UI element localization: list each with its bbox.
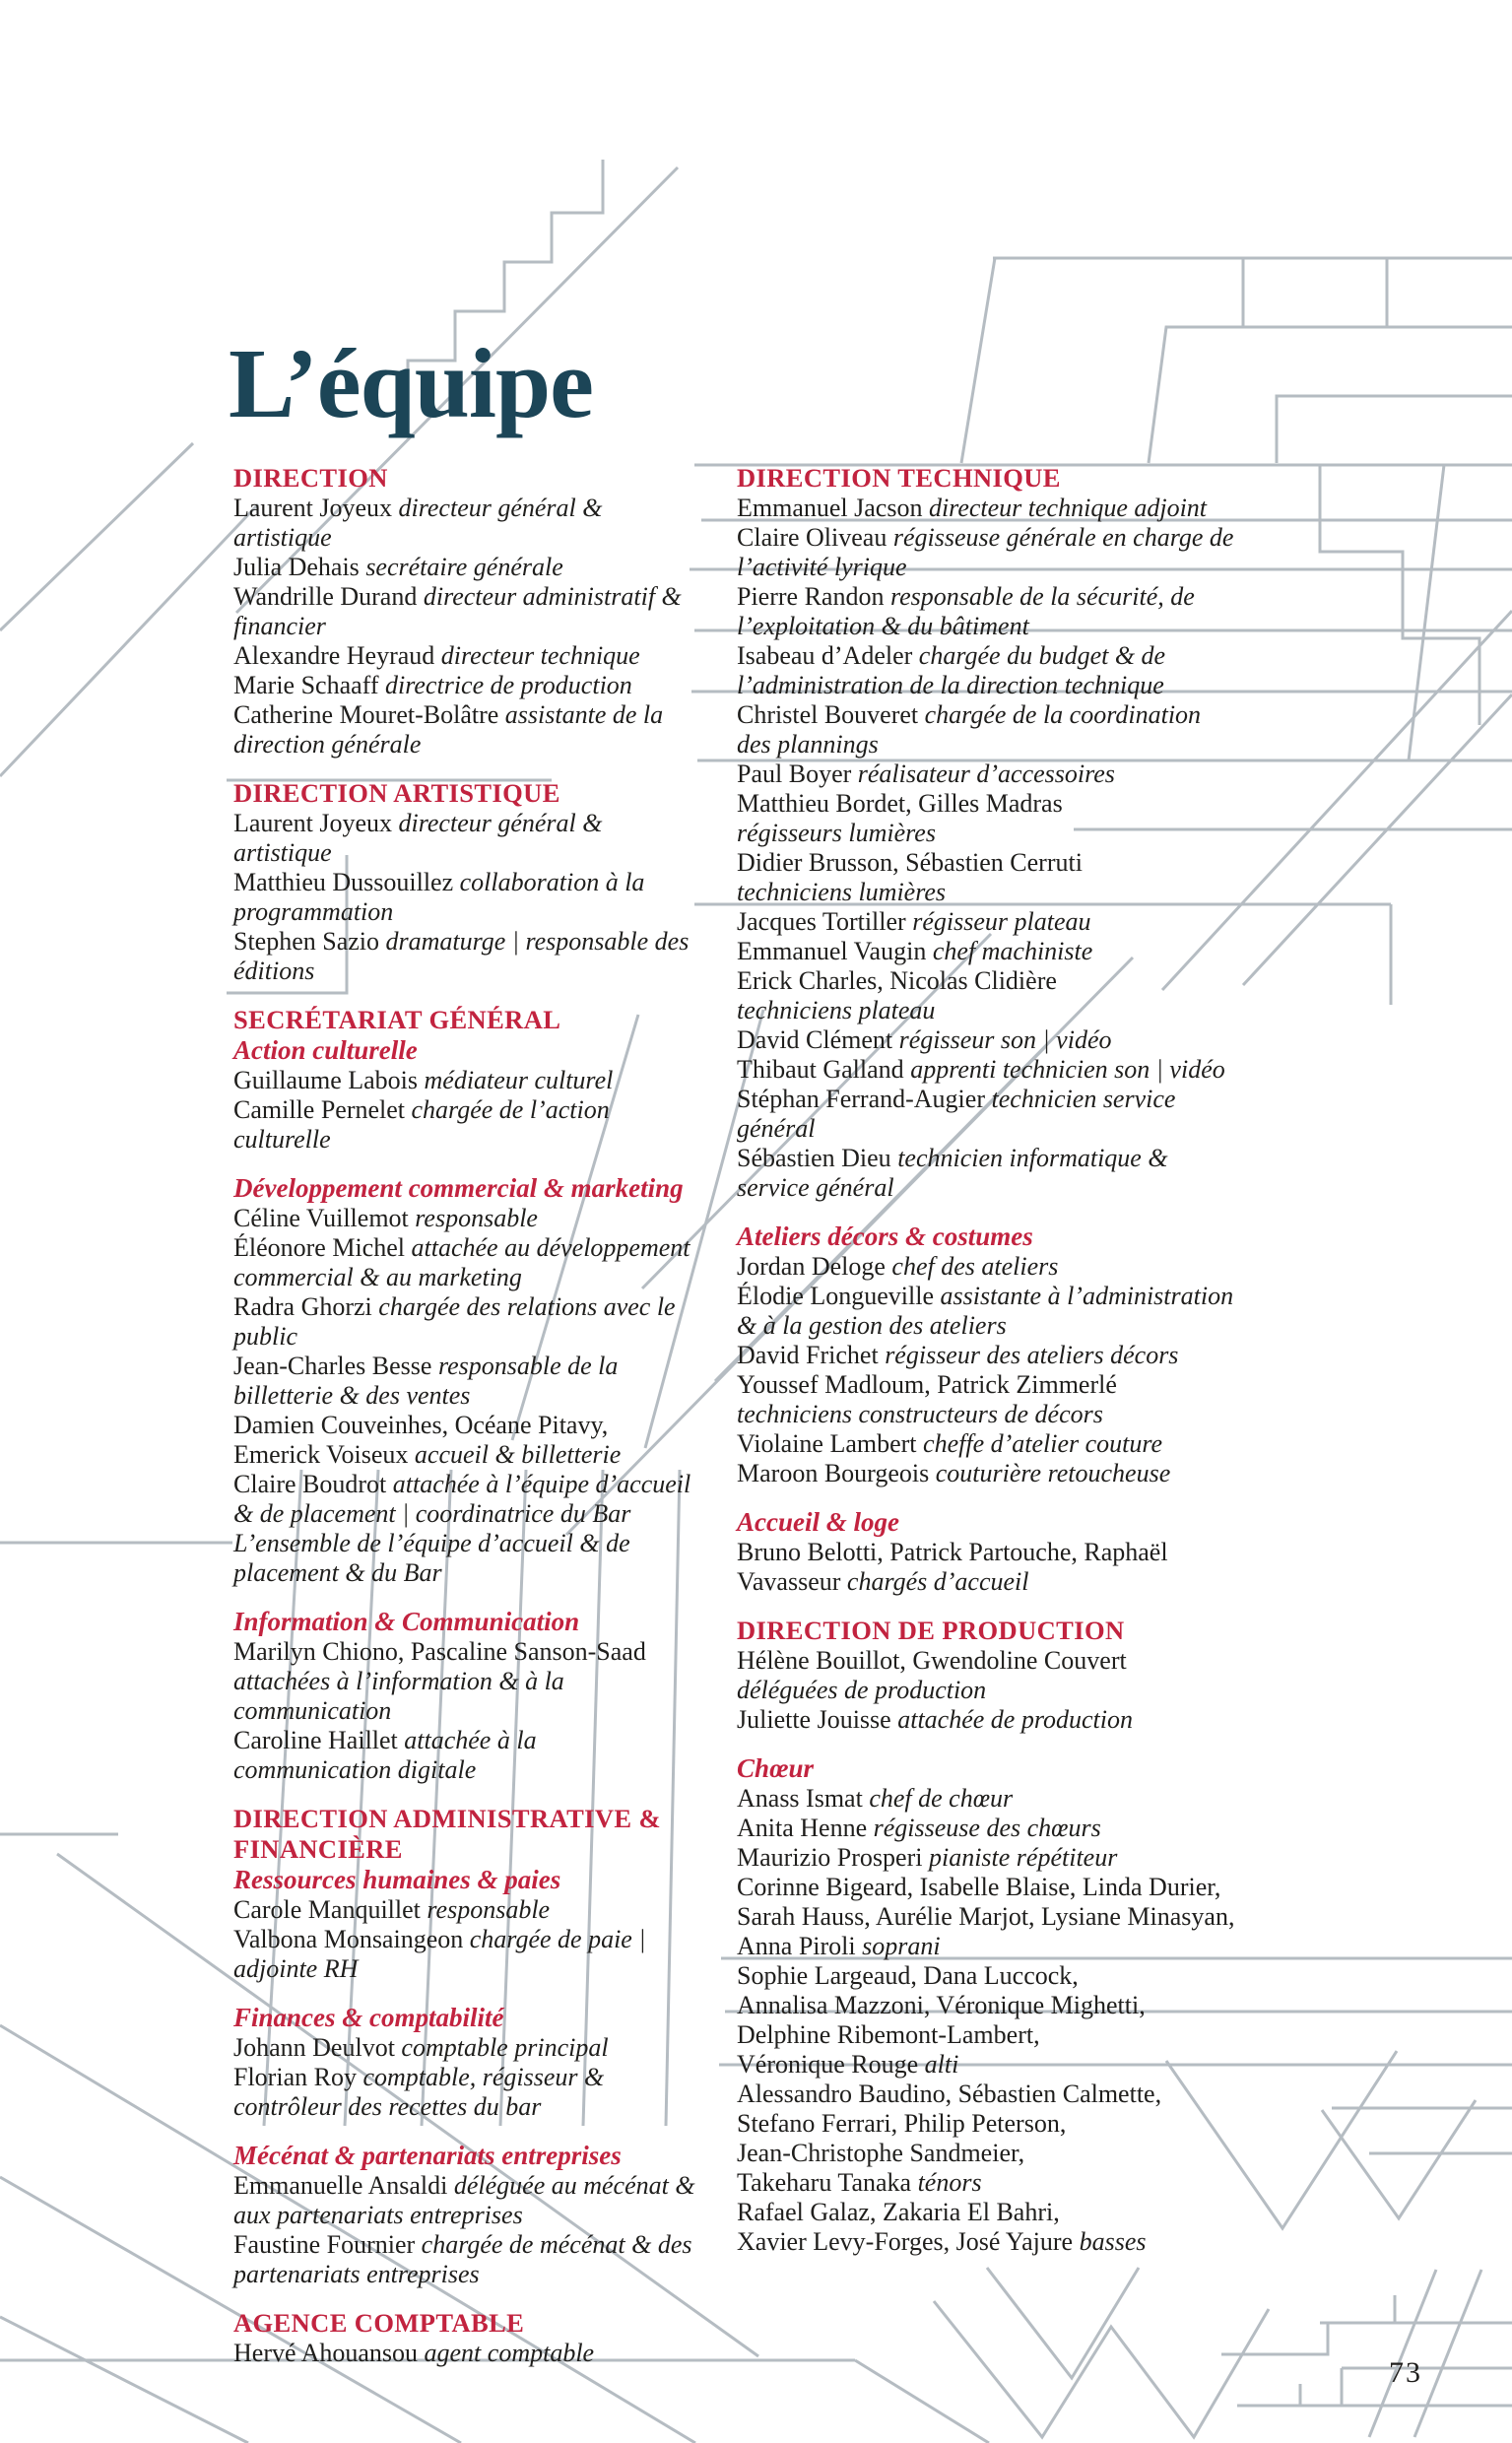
- role-text: chargée de paie | adjointe RH: [233, 1925, 646, 1983]
- person-name: Jordan Deloge: [737, 1252, 892, 1281]
- person-name: Laurent Joyeux: [233, 494, 399, 522]
- person-name: Matthieu Dussouillez: [233, 868, 460, 896]
- person-name: Takeharu Tanaka: [737, 2168, 918, 2197]
- team-entry: [233, 641, 700, 671]
- team-entry: [233, 1233, 700, 1292]
- team-entry: [737, 1252, 1237, 1282]
- role-text: ténors: [917, 2168, 982, 2197]
- person-name: Guillaume Labois: [233, 1066, 425, 1094]
- person-name: Valbona Monsaingeon: [233, 1925, 470, 1953]
- team-entry: [233, 2171, 700, 2230]
- team-entry: [737, 523, 1237, 582]
- role-text: déléguées de production: [737, 1676, 987, 1704]
- section-heading: DIRECTION: [233, 463, 388, 493]
- person-name: Delphine Ribemont-Lambert,: [737, 2020, 1040, 2049]
- person-name: Claire Oliveau: [737, 523, 893, 552]
- team-entry: [233, 700, 700, 759]
- team-entry: [233, 1726, 700, 1785]
- role-text: comptable principal: [401, 2033, 609, 2062]
- person-name: Juliette Jouisse: [737, 1705, 898, 1734]
- team-entry: [233, 494, 700, 553]
- person-name: Élodie Longueville: [737, 1282, 941, 1310]
- team-entry: [233, 2063, 700, 2122]
- person-name: Xavier Levy-Forges, José Yajure: [737, 2227, 1080, 2256]
- role-text: directeur technique adjoint: [928, 494, 1208, 522]
- role-text: soprani: [862, 1932, 941, 1960]
- team-entry: [737, 1784, 1237, 1814]
- team-entry: [737, 1025, 1237, 1055]
- person-name: Christel Bouveret: [737, 700, 925, 729]
- role-text: directeur administratif & financier: [233, 582, 682, 640]
- person-name: Faustine Fournier: [233, 2230, 422, 2259]
- person-name: Laurent Joyeux: [233, 809, 399, 837]
- role-text: couturière retoucheuse: [935, 1459, 1171, 1487]
- person-name: Didier Brusson, Sébastien Cerruti: [737, 848, 1083, 877]
- person-name: Éléonore Michel: [233, 1233, 412, 1262]
- role-text: assistante de la direction générale: [233, 700, 664, 759]
- section-heading: DIRECTION TECHNIQUE: [737, 463, 1061, 493]
- person-name: Alessandro Baudino, Sébastien Calmette,: [737, 2080, 1162, 2108]
- role-text: attachée au développement commercial & au marketing: [233, 1233, 690, 1291]
- role-text: chargée de mécénat & des partenariats entreprises: [233, 2230, 692, 2288]
- person-name: Sébastien Dieu: [737, 1144, 898, 1172]
- role-text: assistante à l’administration & à la gestion des ateliers: [737, 1282, 1234, 1340]
- role-text: chargée du budget & de l’administration de la direction technique: [737, 641, 1166, 699]
- person-name: Rafael Galaz, Zakaria El Bahri,: [737, 2198, 1060, 2226]
- team-entry: [233, 2230, 700, 2289]
- person-name: Wandrille Durand: [233, 582, 424, 611]
- person-name: Johann Deulvot: [233, 2033, 402, 2062]
- person-name: Annalisa Mazzoni, Véronique Mighetti,: [737, 1991, 1146, 2019]
- subsection-heading: Information & Communication: [233, 1607, 580, 1636]
- team-entry: [737, 1705, 1237, 1735]
- person-name: Julia Dehais: [233, 553, 366, 581]
- subsection-heading: Accueil & loge: [737, 1507, 899, 1537]
- team-entry: [233, 1066, 700, 1095]
- person-name: Emmanuel Jacson: [737, 494, 929, 522]
- team-entry: [737, 1814, 1237, 1843]
- role-text: chargée des relations avec le public: [233, 1292, 676, 1351]
- person-name: Céline Vuillemot: [233, 1204, 416, 1232]
- role-text: agent comptable: [424, 2339, 595, 2367]
- person-name: Corinne Bigeard, Isabelle Blaise, Linda Durier,: [737, 1873, 1221, 1901]
- person-name: Véronique Rouge: [737, 2050, 925, 2079]
- role-text: accueil & billetterie: [414, 1440, 622, 1469]
- person-name: Catherine Mouret-Bolâtre: [233, 700, 505, 729]
- team-entry: [737, 1873, 1237, 1961]
- role-text: technicien service général: [737, 1085, 1176, 1143]
- team-entry: [737, 759, 1237, 789]
- person-name: Emerick Voiseux: [233, 1440, 415, 1469]
- subsection-heading: Développement commercial & marketing: [233, 1173, 684, 1203]
- team-entry: [737, 2198, 1237, 2257]
- section-heading: SECRÉTARIAT GÉNÉRAL: [233, 1005, 561, 1034]
- section-heading: DIRECTION DE PRODUCTION: [737, 1616, 1125, 1645]
- team-entry: [233, 582, 700, 641]
- role-text: responsable de la billetterie & des ventes: [233, 1352, 619, 1410]
- subsection-heading: Action culturelle: [233, 1035, 418, 1065]
- role-text: attachée de production: [897, 1705, 1133, 1734]
- team-entry: [737, 1459, 1237, 1488]
- team-column-right: [737, 463, 1237, 2257]
- role-text: techniciens plateau: [737, 996, 936, 1024]
- person-name: Hervé Ahouansou: [233, 2339, 425, 2367]
- person-name: Thibaut Galland: [737, 1055, 911, 1084]
- role-text: chef des ateliers: [891, 1252, 1059, 1281]
- role-text: chargés d’accueil: [846, 1567, 1029, 1596]
- team-entry: [737, 1055, 1237, 1085]
- role-text: régisseurs lumières: [737, 819, 936, 847]
- team-entry: [233, 2339, 700, 2368]
- subsection-heading: Finances & comptabilité: [233, 2003, 504, 2032]
- role-text: régisseur des ateliers décors: [885, 1341, 1179, 1369]
- person-name: Maurizio Prosperi: [737, 1843, 929, 1872]
- team-entry: [737, 1144, 1237, 1203]
- role-text: comptable, régisseur & contrôleur des recettes du bar: [233, 2063, 605, 2121]
- team-entry: [233, 809, 700, 868]
- role-text: techniciens lumières: [737, 878, 947, 906]
- role-text: techniciens constructeurs de décors: [737, 1400, 1103, 1428]
- role-text: L’ensemble de l’équipe d’accueil & de placement & du Bar: [233, 1529, 630, 1587]
- subsection-heading: Ressources humaines & paies: [233, 1865, 561, 1894]
- team-entry: [737, 494, 1237, 523]
- person-name: Emmanuelle Ansaldi: [233, 2171, 454, 2200]
- team-entry: [233, 671, 700, 700]
- subsection-heading: Ateliers décors & costumes: [737, 1222, 1033, 1251]
- team-entry: [737, 1282, 1237, 1341]
- team-entry: [233, 2033, 700, 2063]
- team-entry: [737, 582, 1237, 641]
- role-text: responsable de la sécurité, de l’exploitation & du bâtiment: [737, 582, 1195, 640]
- team-entry: [737, 1646, 1237, 1705]
- role-text: cheffe d’atelier couture: [923, 1429, 1163, 1458]
- person-name: Sarah Hauss, Aurélie Marjot, Lysiane Minasyan,: [737, 1902, 1235, 1931]
- person-name: Camille Pernelet: [233, 1095, 412, 1124]
- role-text: alti: [924, 2050, 959, 2079]
- team-entry: [233, 1095, 700, 1155]
- team-entry: [737, 1538, 1237, 1597]
- team-entry: [737, 2080, 1237, 2198]
- person-name: Matthieu Bordet, Gilles Madras: [737, 789, 1063, 818]
- team-entry: [233, 1637, 700, 1726]
- role-text: apprenti technicien son | vidéo: [910, 1055, 1225, 1084]
- person-name: Stefano Ferrari, Philip Peterson,: [737, 2109, 1067, 2138]
- team-entry: [233, 1895, 700, 1925]
- person-name: Hélène Bouillot, Gwendoline Couvert: [737, 1646, 1127, 1675]
- team-column-left: [233, 463, 700, 2368]
- team-entry: [233, 1470, 700, 1529]
- team-entry: [233, 553, 700, 582]
- person-name: Anita Henne: [737, 1814, 874, 1842]
- person-name: Claire Boudrot: [233, 1470, 393, 1498]
- role-text: responsable: [415, 1204, 538, 1232]
- page-title: L’équipe: [229, 327, 593, 438]
- team-entry: [233, 1411, 700, 1470]
- person-name: Maroon Bourgeois: [737, 1459, 936, 1487]
- person-name: Emmanuel Vaugin: [737, 937, 933, 965]
- role-text: chargée de l’action culturelle: [233, 1095, 610, 1154]
- team-entry: [233, 1204, 700, 1233]
- person-name: Isabeau d’Adeler: [737, 641, 919, 670]
- team-entry: [737, 1429, 1237, 1459]
- role-text: réalisateur d’accessoires: [857, 759, 1115, 788]
- role-text: directeur général & artistique: [233, 809, 603, 867]
- person-name: Bruno Belotti, Patrick Partouche, Raphaël Vavasseur: [737, 1538, 1168, 1596]
- person-name: Carole Manquillet: [233, 1895, 427, 1924]
- role-text: régisseur plateau: [912, 907, 1091, 936]
- person-name: Erick Charles, Nicolas Clidière: [737, 966, 1057, 995]
- team-entry: [737, 1843, 1237, 1873]
- section-heading: DIRECTION ADMINISTRATIVE & FINANCIÈRE: [233, 1804, 661, 1864]
- role-text: responsable: [427, 1895, 551, 1924]
- team-entry: [737, 848, 1237, 907]
- person-name: Marilyn Chiono, Pascaline Sanson-Saad: [233, 1637, 646, 1666]
- team-entry: [737, 937, 1237, 966]
- team-entry: [737, 641, 1237, 700]
- role-text: attachées à l’information & à la communication: [233, 1667, 564, 1725]
- role-text: régisseur son | vidéo: [898, 1025, 1112, 1054]
- person-name: Jacques Tortiller: [737, 907, 913, 936]
- team-entry: [737, 789, 1237, 848]
- role-text: chargée de la coordination des plannings: [737, 700, 1202, 759]
- section-heading: AGENCE COMPTABLE: [233, 2308, 525, 2338]
- person-name: Alexandre Heyraud: [233, 641, 441, 670]
- person-name: Florian Roy: [233, 2063, 363, 2091]
- role-text: pianiste répétiteur: [928, 1843, 1118, 1872]
- team-entry: [233, 927, 700, 986]
- role-text: basses: [1079, 2227, 1147, 2256]
- team-entry: [737, 966, 1237, 1025]
- team-entry: [737, 907, 1237, 937]
- team-entry: [233, 1352, 700, 1411]
- person-name: Anna Piroli: [737, 1932, 863, 1960]
- person-name: Damien Couveinhes, Océane Pitavy,: [233, 1411, 609, 1439]
- person-name: Jean-Christophe Sandmeier,: [737, 2139, 1025, 2167]
- person-name: David Frichet: [737, 1341, 886, 1369]
- role-text: déléguée au mécénat & aux partenariats entreprises: [233, 2171, 695, 2229]
- team-entry: [737, 1085, 1237, 1144]
- role-text: régisseuse générale en charge de l’activité lyrique: [737, 523, 1234, 581]
- team-entry: [737, 700, 1237, 759]
- person-name: Radra Ghorzi: [233, 1292, 379, 1321]
- person-name: Stéphan Ferrand-Augier: [737, 1085, 992, 1113]
- role-text: chef machiniste: [932, 937, 1093, 965]
- role-text: médiateur culturel: [424, 1066, 614, 1094]
- person-name: Jean-Charles Besse: [233, 1352, 438, 1380]
- role-text: attachée à l’équipe d’accueil & de placement | coordinatrice du Bar: [233, 1470, 691, 1528]
- role-text: directeur technique: [440, 641, 640, 670]
- team-entry: [233, 1292, 700, 1352]
- person-name: David Clément: [737, 1025, 899, 1054]
- person-name: Pierre Randon: [737, 582, 890, 611]
- team-entry: [737, 1370, 1237, 1429]
- person-name: Caroline Haillet: [233, 1726, 405, 1754]
- team-entry: [737, 1341, 1237, 1370]
- person-name: Stephen Sazio: [233, 927, 386, 956]
- person-name: Sophie Largeaud, Dana Luccock,: [737, 1961, 1079, 1990]
- role-text: secrétaire générale: [365, 553, 563, 581]
- page-number: 73: [1389, 2356, 1422, 2389]
- person-name: Paul Boyer: [737, 759, 858, 788]
- subsection-heading: Chœur: [737, 1753, 815, 1783]
- section-heading: DIRECTION ARTISTIQUE: [233, 778, 560, 808]
- role-text: directeur général & artistique: [233, 494, 603, 552]
- role-text: dramaturge | responsable des éditions: [233, 927, 690, 985]
- person-name: Anass Ismat: [737, 1784, 870, 1813]
- role-text: technicien informatique & service général: [737, 1144, 1168, 1202]
- team-entry: [233, 1529, 700, 1588]
- subsection-heading: Mécénat & partenariats entreprises: [233, 2141, 622, 2170]
- team-entry: [233, 1925, 700, 1984]
- team-entry: [233, 868, 700, 927]
- role-text: attachée à la communication digitale: [233, 1726, 537, 1784]
- role-text: chef de chœur: [869, 1784, 1014, 1813]
- team-entry: [737, 1961, 1237, 2080]
- role-text: directrice de production: [385, 671, 632, 699]
- person-name: Marie Schaaff: [233, 671, 386, 699]
- person-name: Violaine Lambert: [737, 1429, 924, 1458]
- person-name: Youssef Madloum, Patrick Zimmerlé: [737, 1370, 1117, 1399]
- role-text: collaboration à la programmation: [233, 868, 645, 926]
- role-text: régisseuse des chœurs: [873, 1814, 1101, 1842]
